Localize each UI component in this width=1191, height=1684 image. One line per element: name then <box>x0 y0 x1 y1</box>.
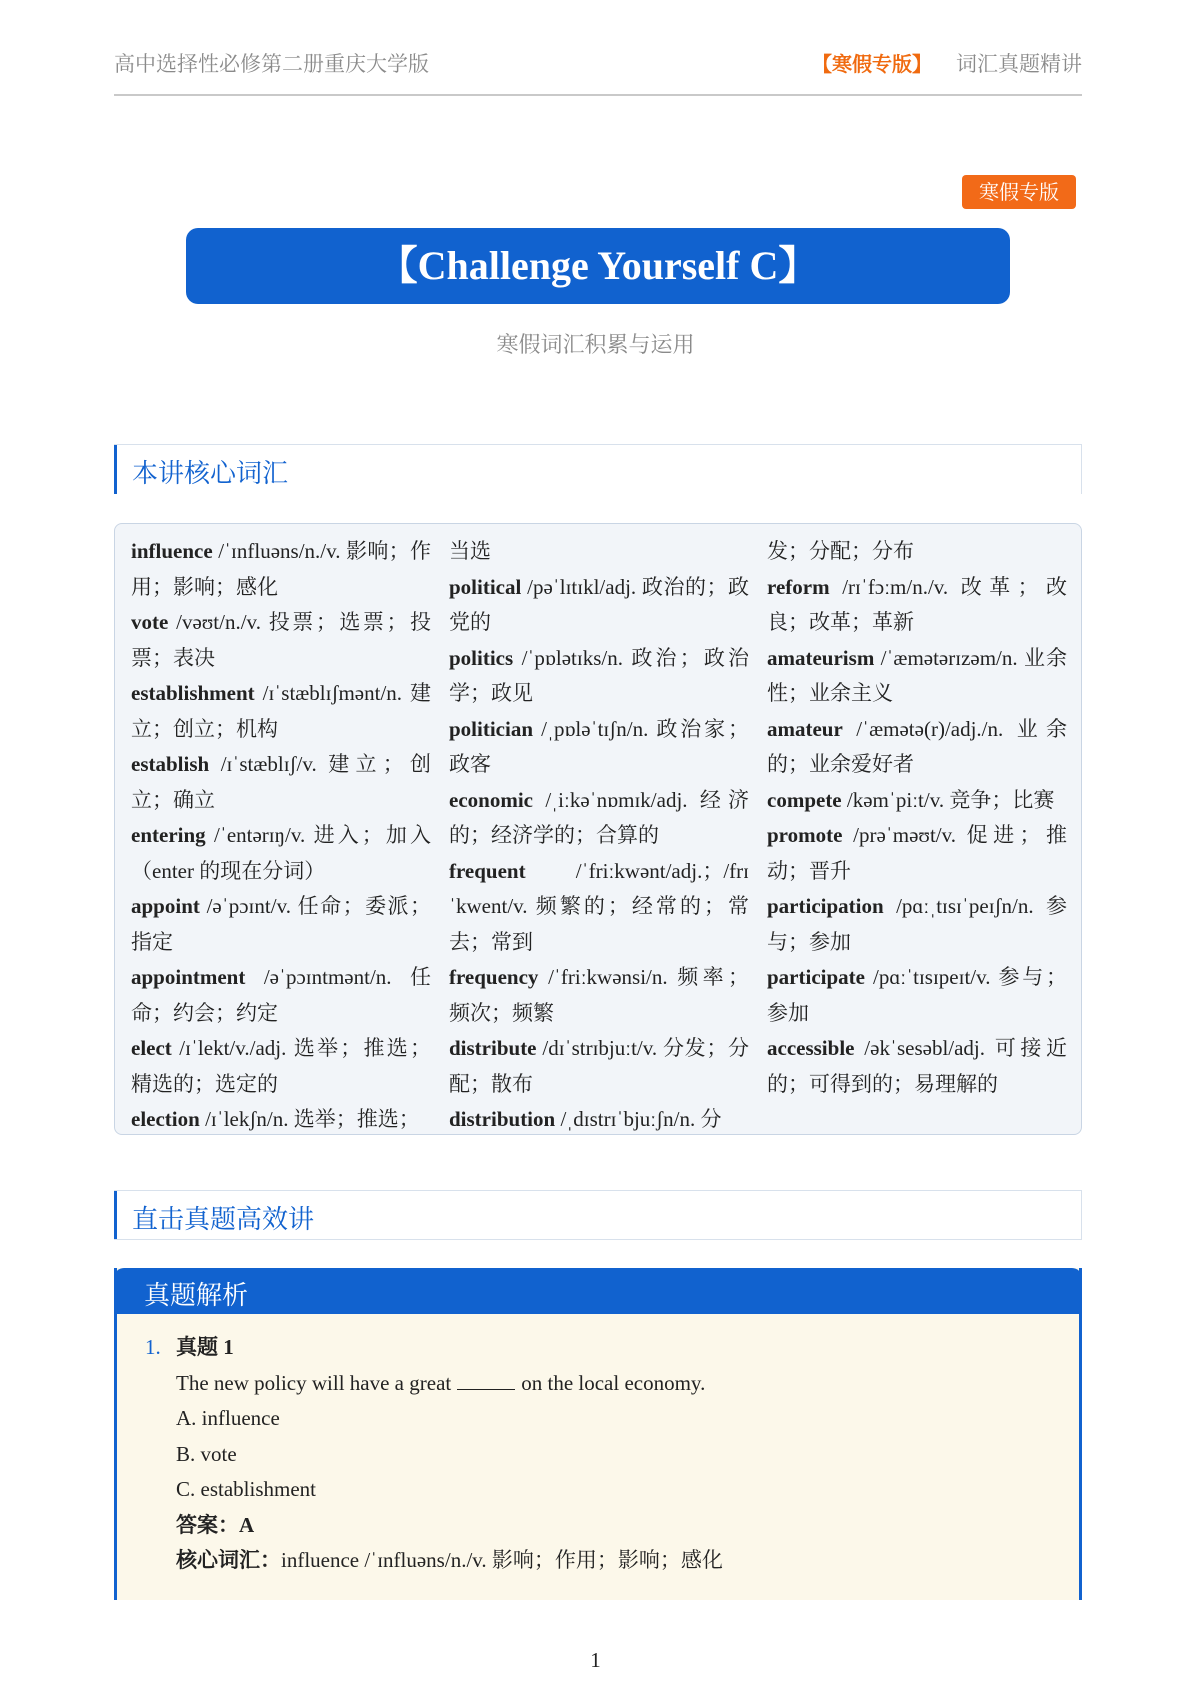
vocab-word: distribute <box>449 1036 537 1060</box>
vocab-entry <box>449 641 749 712</box>
vocab-column-3 <box>767 534 1067 1102</box>
vocab-definition: /əˈpɔɪnt/v. 任命；委派；指定 <box>131 894 431 954</box>
question-body <box>176 1330 1016 1579</box>
stem-after: on the local economy. <box>521 1370 706 1395</box>
vocab-entry <box>131 534 431 605</box>
section-header-exam-practice <box>114 1190 1082 1240</box>
vocab-entry <box>131 676 431 747</box>
vocab-word: amateurism <box>767 645 875 670</box>
vocab-word: amateur <box>767 716 843 741</box>
vocab-word: political <box>449 574 522 599</box>
vocab-definition: /ɪˈstæblɪʃ/v. 建立；创立；确立 <box>131 752 431 812</box>
option-a: A. influence <box>176 1406 280 1430</box>
vocab-column-1 <box>131 534 431 1138</box>
vocab-definition: /ɪˈlekʃn/n. 选举；推选； <box>199 1107 420 1131</box>
section-accent-bar <box>114 1191 117 1239</box>
header-title: 词汇真题精讲 <box>956 52 1082 76</box>
vocab-definition: /ˌdɪstrɪˈbjuːʃn/n. 分 <box>555 1107 722 1131</box>
vocab-entry <box>767 783 1067 819</box>
vocab-definition: /ˈfriːkwənt/adj.；/frɪˈkwent/v. 频繁的；经常的；常去；常到 <box>449 858 749 954</box>
option-c: C. establishment <box>176 1477 316 1501</box>
vocab-definition: /pɑːˈtɪsɪpeɪt/v. 参与；参加 <box>767 965 1067 1025</box>
vocab-definition: /ˈpɒlətɪks/n. 政治；政治学；政见 <box>449 645 749 705</box>
vocab-continuation: 当选 <box>449 539 491 563</box>
vocab-entry <box>131 1031 431 1102</box>
vocab-word: appointment <box>131 965 246 989</box>
vocab-definition: /ˈfriːkwənsi/n. 频率；频次；频繁 <box>449 965 749 1025</box>
vocab-entry <box>767 1031 1067 1102</box>
vocab-definition: /ɪˈlekt/v./adj. 选举；推选；精选的；选定的 <box>131 1036 431 1096</box>
vocab-entry <box>449 1102 749 1138</box>
vocab-entry <box>131 605 431 676</box>
vocab-word: vote <box>131 610 169 634</box>
vocab-definition: /ˈɪnfluəns/n./v. 影响；作用；影响；感化 <box>131 539 431 599</box>
section-header-core-vocab <box>114 444 1082 494</box>
vocab-entry <box>449 1031 749 1102</box>
section-title: 本讲核心词汇 <box>132 459 289 489</box>
vocab-word: compete <box>767 787 842 812</box>
section-accent-bar <box>114 445 117 494</box>
lesson-subtitle: 寒假词汇积累与运用 <box>496 333 695 358</box>
answer-line <box>176 1508 1016 1544</box>
header-right <box>812 48 1082 78</box>
vocab-word: distribution <box>449 1107 556 1131</box>
vocab-entry <box>767 712 1067 783</box>
vocab-entry <box>767 818 1067 889</box>
vocab-entry <box>131 747 431 818</box>
page-header <box>114 44 1082 96</box>
stem-before: The new policy will have a great <box>176 1370 452 1395</box>
vocab-definition: /ˈæmətərɪzəm/n. 业余性；业余主义 <box>767 645 1067 705</box>
vocab-word: participation <box>767 894 884 918</box>
vocab-entry <box>131 818 431 889</box>
section-title: 直击真题高效讲 <box>132 1205 315 1235</box>
vocab-definition: /ˌpɒləˈtɪʃn/n. 政治家；政客 <box>449 716 749 776</box>
vocab-entry <box>767 641 1067 712</box>
vocab-word: entering <box>131 823 206 847</box>
vocab-word: influence <box>131 539 213 563</box>
vocab-entry <box>449 783 749 854</box>
vocab-word: frequency <box>449 965 539 989</box>
vocab-definition: /pəˈlɪtɪkl/adj. 政治的；政党的 <box>449 574 749 634</box>
question-number: 1. <box>145 1335 161 1359</box>
vocab-entry <box>449 570 749 641</box>
vocab-entry <box>767 960 1067 1031</box>
answer-label: 答案： <box>176 1512 239 1537</box>
vocab-box <box>114 523 1082 1135</box>
vocab-word: election <box>131 1107 200 1131</box>
lesson-title-banner: 【Challenge Yourself C】 <box>186 228 1010 304</box>
core-vocab-text: influence /ˈɪnfluəns/n./v. 影响；作用；影响；感化 <box>281 1548 723 1572</box>
vocab-entry <box>449 712 749 783</box>
vocab-entry <box>131 1102 431 1138</box>
vocab-word: economic <box>449 787 533 812</box>
question-stem <box>176 1366 1016 1402</box>
answer-value: A <box>239 1512 255 1537</box>
vocab-entry <box>131 889 431 960</box>
vocab-word: frequent <box>449 858 526 883</box>
vocab-entry <box>449 854 749 961</box>
vocab-definition: /kəmˈpiːt/v. 竞争；比赛 <box>841 787 1055 812</box>
vocab-word: participate <box>767 965 865 989</box>
question-panel-title: 真题解析 <box>144 1281 249 1311</box>
vocab-definition: /əˈpɔɪntmənt/n. 任命；约会；约定 <box>131 965 431 1025</box>
vocab-definition: /dɪˈstrɪbjuːt/v. 分发；分配；散布 <box>449 1036 749 1096</box>
vocab-definition: /ɪˈstæblɪʃmənt/n. 建立；创立；机构 <box>131 681 431 741</box>
question-heading: 真题 1 <box>176 1335 234 1359</box>
option-b: B. vote <box>176 1441 237 1466</box>
edition-badge: 【寒假专版】 <box>812 52 932 76</box>
vocab-definition: /ˈæmətə(r)/adj./n. 业余的；业余爱好者 <box>767 716 1067 776</box>
question-panel-header <box>114 1268 1082 1314</box>
vocab-word: promote <box>767 823 843 847</box>
vocab-entry <box>767 570 1067 641</box>
vocab-word: politician <box>449 716 534 741</box>
vocab-word: accessible <box>767 1036 855 1060</box>
vocab-word: reform <box>767 574 830 599</box>
vocab-word: appoint <box>131 894 200 918</box>
vocab-word: politics <box>449 645 514 670</box>
answer-blank <box>457 1370 515 1390</box>
vocab-continuation: 发；分配；分布 <box>767 539 914 563</box>
vocab-word: establish <box>131 752 210 776</box>
core-vocab-line <box>176 1543 1016 1579</box>
core-vocab-label: 核心词汇： <box>176 1548 281 1572</box>
vocab-definition: /prəˈməʊt/v. 促进；推动；晋升 <box>767 823 1067 883</box>
edition-tag: 寒假专版 <box>962 175 1076 209</box>
vocab-word: elect <box>131 1036 172 1060</box>
vocab-definition: /pɑːˌtɪsɪˈpeɪʃn/n. 参与；参加 <box>767 894 1067 954</box>
vocab-word: establishment <box>131 681 255 705</box>
vocab-entry <box>131 960 431 1031</box>
vocab-column-2 <box>449 534 749 1138</box>
vocab-definition: /rɪˈfɔːm/n./v. 改革；改良；改革；革新 <box>767 574 1067 634</box>
vocab-definition: /ˈentərɪŋ/v. 进入；加入（enter 的现在分词） <box>131 823 431 883</box>
page-number: 1 <box>590 1648 601 1672</box>
vocab-entry <box>449 960 749 1031</box>
book-title: 高中选择性必修第二册重庆大学版 <box>114 52 429 76</box>
vocab-entry <box>767 889 1067 960</box>
vocab-definition: /ˌiːkəˈnɒmɪk/adj. 经济的；经济学的；合算的 <box>449 787 749 847</box>
vocab-definition: /vəʊt/n./v. 投票；选票；投票；表决 <box>131 610 431 670</box>
vocab-definition: /əkˈsesəbl/adj. 可接近的；可得到的；易理解的 <box>767 1036 1067 1096</box>
